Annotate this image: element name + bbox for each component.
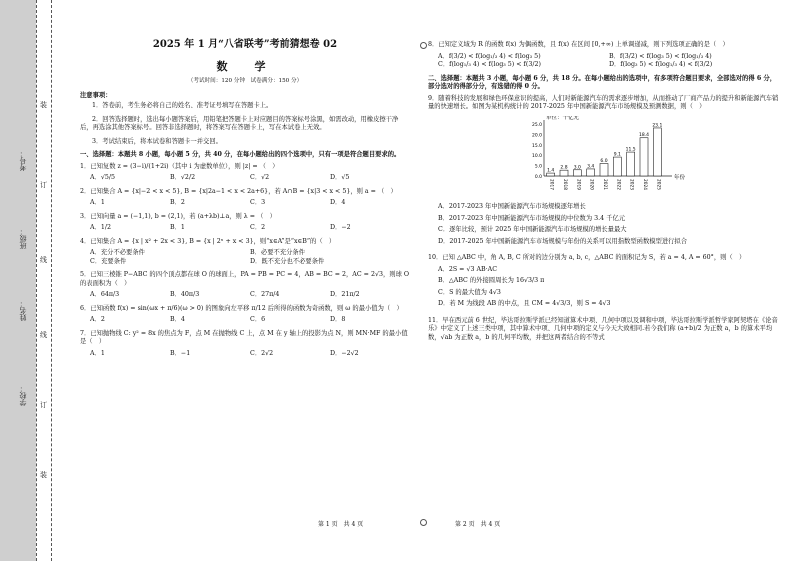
x-tick-label: 2018 <box>562 178 567 190</box>
notes-heading: 注意事项： <box>80 91 112 99</box>
option-d: D．4 <box>330 199 346 207</box>
page-number-right: 第 2 页 共 4 页 <box>455 521 501 528</box>
page-number-left: 第 1 页 共 4 页 <box>318 521 364 528</box>
binding-mark: 装 <box>40 471 47 479</box>
option-c: C．3 <box>250 199 266 207</box>
exam-title: 2025 年 1 月“八省联考”考前猜想卷 02 <box>152 39 338 50</box>
exam-subject: 数 学 <box>216 59 274 73</box>
bar <box>613 157 621 176</box>
option-d: D．−2√2 <box>330 349 359 357</box>
exam-number-label: 考号： <box>19 150 27 171</box>
bar <box>653 127 661 175</box>
y-tick-label: 5.0 <box>534 164 542 170</box>
name-label: 姓名： <box>19 300 27 321</box>
option-b: B．2017-2023 年中国新能源汽车市场规模的中位数为 3.4 千亿元 <box>438 214 626 222</box>
question-stem: 3．已知向量 a = (−1,1), b = (2,1)，若 (a+λb)⊥a，则 λ = （ ） <box>80 212 276 220</box>
note-item: 1．答卷前，考生务必将自己的姓名、准考证号填写在答题卡上。 <box>92 102 273 110</box>
data-label: 6.0 <box>600 158 608 164</box>
data-label: 3.4 <box>587 163 595 169</box>
question-options <box>438 53 780 70</box>
option-a: A．64π/3 <box>90 291 120 299</box>
option-d: D．2017-2025 年中国新能源汽车市场规模与年份的关系可以用指数型函数模型进行拟合 <box>438 237 688 245</box>
q10-options <box>438 266 780 312</box>
data-label: 3.0 <box>573 164 581 170</box>
question-options <box>90 350 410 359</box>
option-b: B．−1 <box>170 349 191 357</box>
binding-mark: 装 <box>40 101 47 109</box>
bar <box>600 163 608 175</box>
y-tick-label: 0.0 <box>534 174 542 180</box>
y-tick-label: 15.0 <box>531 143 542 149</box>
option-b: B．1 <box>170 224 185 232</box>
option-c: C．逐年比较，预计 2025 年中国新能源汽车市场规模的增长量最大 <box>438 226 627 233</box>
question-stem: 9．随着科技的发展和绿色环保意识的提高，人们对新能源汽车的需求逐步增加，从而推动了厂商产品力的提升和新能源汽车销量的快速增长。如图为某机构统计的 2017-2025 年中国新能源汽车市场规模及预测数据，则（ ） <box>428 94 779 110</box>
x-tick-label: 2021 <box>602 178 607 190</box>
x-tick-label: 2023 <box>628 178 634 190</box>
question-options <box>90 224 410 233</box>
option-a: A．2S = √3 AB·AC <box>438 265 498 273</box>
question-options <box>90 249 410 266</box>
bar <box>587 168 595 175</box>
note-item: 2．回答选择题时，选出每小题答案后，用铅笔把答题卡上对应题目的答案标号涂黑，如需改动，用橡皮擦干净后，再选涂其他答案标号。回答非选择题时，将答案写在答题卡上，写在本试卷上无效。 <box>80 115 399 132</box>
y-tick-label: 20.0 <box>531 132 542 138</box>
question-stem: 10．已知 △ABC 中，角 A, B, C 所对的边分别为 a, b, c，△ABC 的面积记为 S，若 a = 4, A = 60°，则（ ） <box>428 254 746 261</box>
question-stem: 1．已知复数 z = (3−i)/(1+2i)（其中 i 为虚数单位），则 |z| = （ ） <box>80 162 279 170</box>
school-label: 学校： <box>19 385 27 406</box>
bar <box>560 170 568 176</box>
right-question-list <box>428 41 780 70</box>
note-item: 3．考试结束后，将本试卷和答题卡一并交回。 <box>92 137 222 145</box>
question-stem: 7．已知抛物线 C: y² = 8x 的焦点为 F，点 M 在抛物线 C 上，点 M 在 y 轴上的投影为点 N，则 MN·MF 的最小值是（ ） <box>80 329 408 346</box>
option-a: A．1/2 <box>90 224 111 232</box>
option-a: A．2 <box>90 316 105 324</box>
left-question-list <box>80 163 410 359</box>
binder-hole-icon <box>420 519 427 526</box>
x-tick-label: 2022 <box>615 178 621 190</box>
option-c: C．2√2 <box>250 349 274 357</box>
x-tick-label: 2019 <box>575 178 581 190</box>
data-label: 11.5 <box>625 147 636 153</box>
exam-meta: （考试时间：120 分钟 试卷满分：150 分） <box>187 78 303 85</box>
option-c: C．充要条件 <box>90 257 127 265</box>
option-b: B．√2/2 <box>170 174 196 182</box>
option-d: D．−2 <box>330 224 351 232</box>
x-tick-label: 2024 <box>642 178 647 190</box>
option-c: C．27π/4 <box>250 291 280 299</box>
option-b: B．4 <box>170 316 185 324</box>
option-a: A．2017-2023 年中国新能源汽车市场规模逐年增长 <box>438 203 586 210</box>
option-c: C．6 <box>250 316 266 324</box>
option-d: D．√5 <box>330 174 350 182</box>
binding-mark: 线 <box>40 256 47 264</box>
x-tick-label: 2020 <box>588 178 594 190</box>
question-options <box>90 316 410 325</box>
chart-title: 单位：千亿元 <box>546 115 580 121</box>
left-page <box>80 38 410 363</box>
section-one-heading: 一、选择题：本题共 8 小题，每小题 5 分，共 40 分，在每小题给出的四个选项中，只有一项是符合题目要求的。 <box>80 151 401 159</box>
option-d: D．若 M 为线段 AB 的中点，且 CM = 4√3/3，则 S = 4√3 <box>438 300 611 307</box>
question-options <box>90 199 410 208</box>
question-options <box>90 291 410 300</box>
binding-margin <box>0 0 52 561</box>
option-c: C．f(log₁/₃ 4) < f(log₃ 5) < f(3/2) <box>438 61 541 68</box>
option-d: D．8 <box>330 316 346 324</box>
option-b: B．2 <box>170 199 185 207</box>
question-stem: 4．已知集合 A = {x | x² + 2x < 3}, B = {x | 2ˣ + x < 3}，则“x∈A”是“x∈B”的（ ） <box>80 237 336 245</box>
option-a: A．f(3/2) < f(log₁/₃ 4) < f(log₃ 5) <box>438 52 541 60</box>
data-label: 23.1 <box>652 122 663 128</box>
market-size-chart <box>520 116 780 198</box>
option-a: A．√5/5 <box>90 174 115 182</box>
question-stem: 6．已知函数 f(x) = sin(ωx + π/6)(ω > 0) 的图象向左平移 π/12 后所得的函数为奇函数，则 ω 的最小值为（ ） <box>80 304 403 312</box>
question-stem: 8．已知定义域为 R 的函数 f(x) 为偶函数，且 f(x) 在区间 [0,+∞) 上单调递减，则下列选项正确的是（ ） <box>428 41 729 48</box>
question-stem: 2．已知集合 A = {x|−2 < x < 5}, B = {x|2a−1 < x < 2a+6}，若 A∩B = {x|3 < x < 5}，则 a = （ ） <box>80 187 397 195</box>
x-tick-label: 2025 <box>655 178 661 190</box>
data-label: 1.4 <box>547 168 555 174</box>
bar-chart-svg <box>520 116 700 194</box>
question-stem: 5．已知三棱锥 P−ABC 的四个顶点都在球 O 的球面上，PA = PB = PC = 4，AB = BC = 2，AC = 2√3，则球 O 的表面积为（ ） <box>80 271 410 287</box>
option-b: B．40π/3 <box>170 291 200 299</box>
option-c: C．S 的最大值为 4√3 <box>438 288 501 296</box>
binding-mark: 订 <box>40 181 47 189</box>
class-label: 班级： <box>19 228 27 249</box>
right-page <box>428 38 780 345</box>
bar <box>640 137 648 175</box>
option-b: B．必要不充分条件 <box>250 249 306 257</box>
binder-hole-icon <box>420 42 427 49</box>
binding-mark: 线 <box>40 331 47 339</box>
x-tick-label: 2017 <box>548 178 554 190</box>
option-a: A．1 <box>90 199 105 207</box>
data-label: 2.8 <box>560 165 568 171</box>
option-d: D．21π/2 <box>330 291 360 299</box>
option-a: A．1 <box>90 349 105 357</box>
y-tick-label: 10.0 <box>531 153 542 159</box>
y-tick-label: 25.0 <box>531 122 542 128</box>
data-label: 9.1 <box>613 152 621 158</box>
option-c: C．2 <box>250 224 266 232</box>
data-label: 18.4 <box>638 132 650 138</box>
bar <box>627 152 635 176</box>
binding-mark: 订 <box>40 401 47 409</box>
bar <box>573 169 581 175</box>
option-a: A．充分不必要条件 <box>90 249 145 257</box>
question-stem: 11．早在西元前 6 世纪，毕达哥拉斯学派已经知道算术中项、几何中项以及调和中项，毕达哥拉斯学派哲学家阿契塔在《论音乐》中定义了上述三类中项，其中算术中项、几何中项的定义与今天大致相同.若今我们称 (a+b)/2 为正数 a，b 的算术平均数，√ab 为正数 a，b 的几何平均数，并把这两者结合的不等式 <box>428 316 778 341</box>
option-b: B．△ABC 的外接圆周长为 16√3/3 π <box>438 277 545 284</box>
option-b: B．f(3/2) < f(log₃ 5) < f(log₁/₃ 4) <box>609 52 712 60</box>
section-two-heading: 二、选择题：本题共 3 小题，每小题 6 分，共 18 分。在每小题给出的选项中，有多项符合题目要求，全部选对的得 6 分，部分选对的得部分分，有选错的得 0 分。 <box>428 74 776 90</box>
option-d: D．既不充分也不必要条件 <box>250 257 325 265</box>
question-options <box>90 174 410 183</box>
q9-options <box>438 203 780 249</box>
option-d: D．f(log₃ 5) < f(log₁/₃ 4) < f(3/2) <box>609 61 713 68</box>
x-axis-label: 年份 <box>674 174 686 181</box>
option-c: C．√2 <box>250 174 270 182</box>
